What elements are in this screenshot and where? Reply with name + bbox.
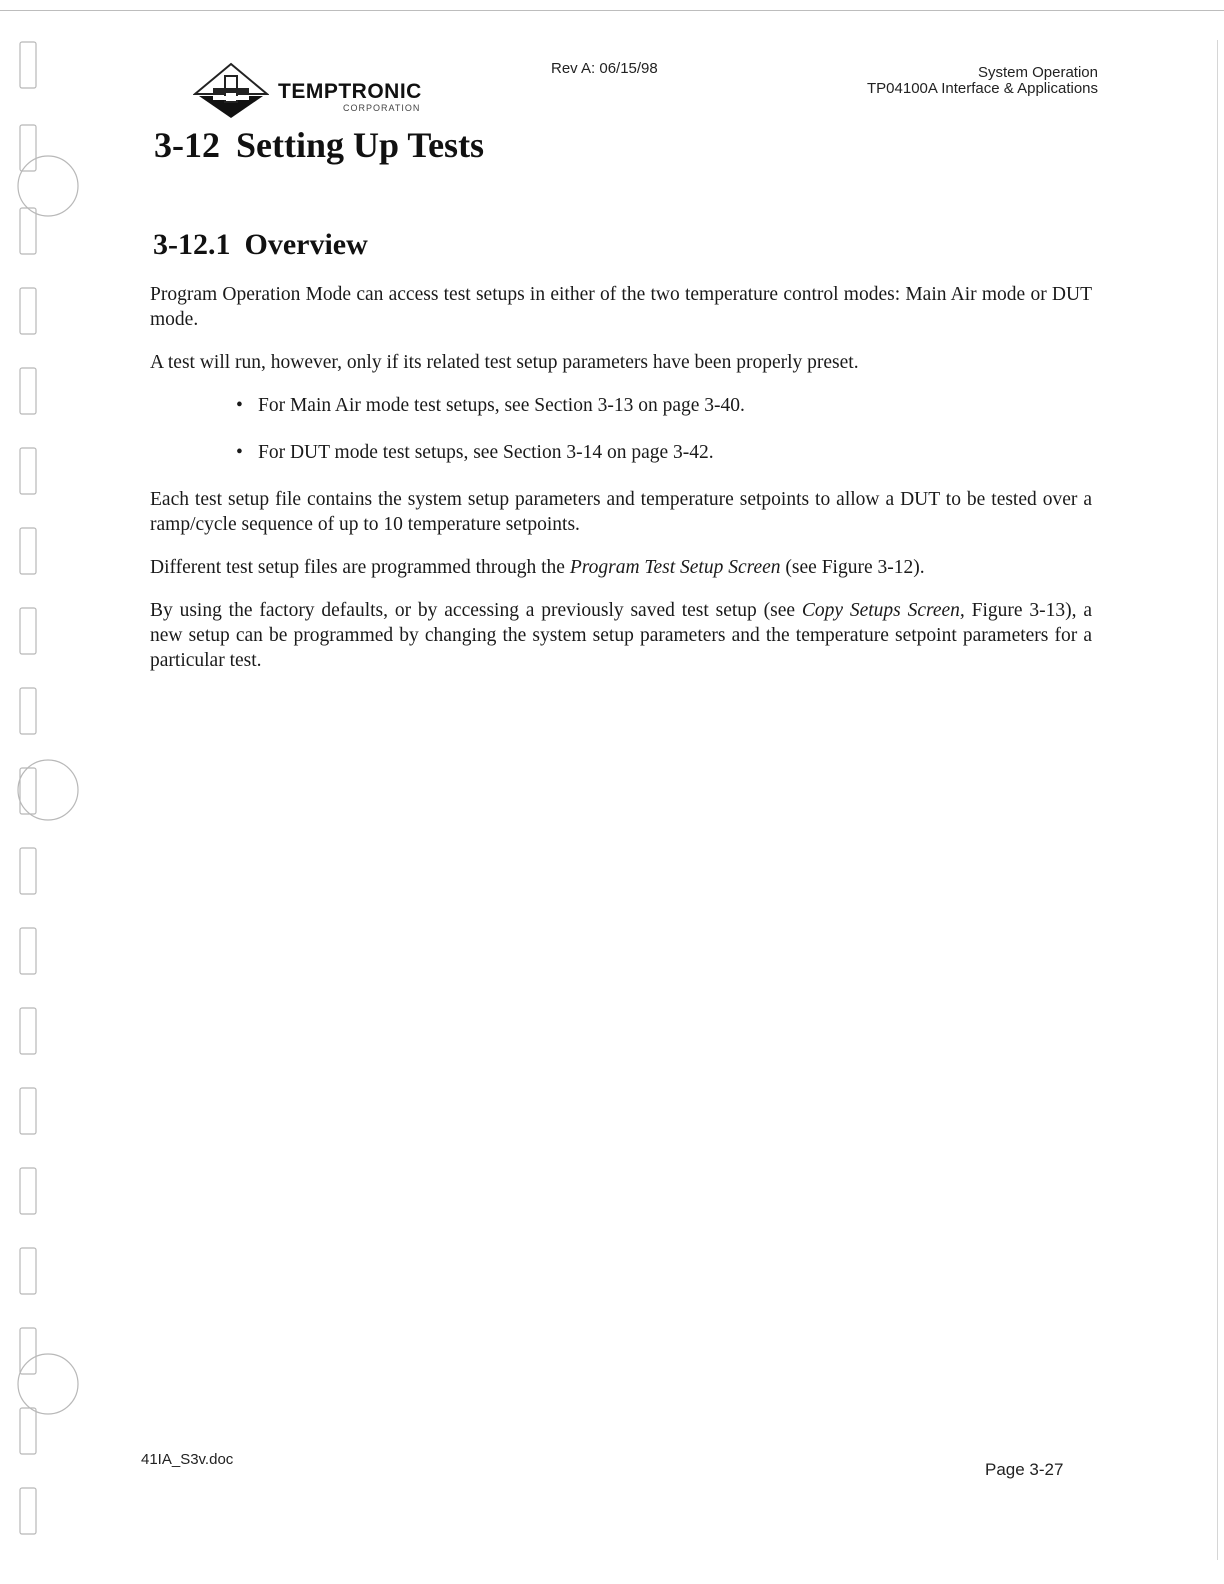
temptronic-logo-icon	[193, 62, 269, 120]
bullet-item-main-air: • For Main Air mode test setups, see Section 3-13 on page 3-40.	[236, 393, 1092, 418]
paragraph-3: Each test setup file contains the system setup parameters and temperature setpoints to allow a DUT to be tested over a ramp/cycle sequence of up to 10 temperature setpoints.	[150, 489, 1092, 535]
logo-name: TEMPTRONIC	[278, 80, 422, 103]
subsection-title: Overview	[244, 228, 368, 261]
paragraph-5	[150, 598, 1092, 673]
scan-right-edge	[1217, 40, 1218, 1560]
paragraph-4	[150, 555, 1092, 580]
paragraph-4-figure-ref: (see Figure 3-12).	[780, 557, 925, 578]
subsection-number: 3-12.1	[153, 228, 231, 261]
body-text	[150, 282, 1092, 691]
scan-top-edge	[0, 10, 1224, 11]
subsection-heading	[153, 228, 368, 262]
binder-holes	[0, 0, 90, 1584]
bullet-item-dut: • For DUT mode test setups, see Section 3-14 on page 3-42.	[236, 440, 1092, 465]
header-right	[867, 65, 1098, 97]
paragraph-5-text: By using the factory defaults, or by accessing a previously saved test setup (see	[150, 600, 802, 621]
footer-filename: 41IA_S3v.doc	[141, 1451, 234, 1468]
program-test-setup-screen-ref: Program Test Setup Screen	[569, 557, 781, 578]
revision-date: Rev A: 06/15/98	[551, 60, 658, 77]
logo-subname: CORPORATION	[343, 103, 421, 113]
footer-page-number: Page 3-27	[985, 1460, 1064, 1479]
section-title: Setting Up Tests	[236, 125, 485, 165]
paragraph-2: A test will run, however, only if its related test setup parameters have been properly preset.	[150, 352, 859, 373]
header-doc-title: TP04100A Interface & Applications	[867, 80, 1098, 97]
copy-setups-screen-ref: Copy Setups Screen,	[801, 600, 965, 621]
bullet-list	[150, 393, 1092, 465]
company-logo	[193, 62, 453, 120]
paragraph-5-continuation: Figure 3-13), a new setup can be programmed by changing the system setup parameters and the temperature setpoint parameters for a particular test.	[150, 600, 1092, 671]
header-section-title: System Operation	[977, 64, 1098, 81]
section-number: 3-12	[154, 125, 220, 165]
paragraph-1: Program Operation Mode can access test setups in either of the two temperature control modes: Main Air mode or DUT mode.	[150, 284, 1092, 330]
section-heading	[154, 124, 484, 166]
paragraph-4-text: Different test setup files are programmed through the	[150, 557, 570, 578]
